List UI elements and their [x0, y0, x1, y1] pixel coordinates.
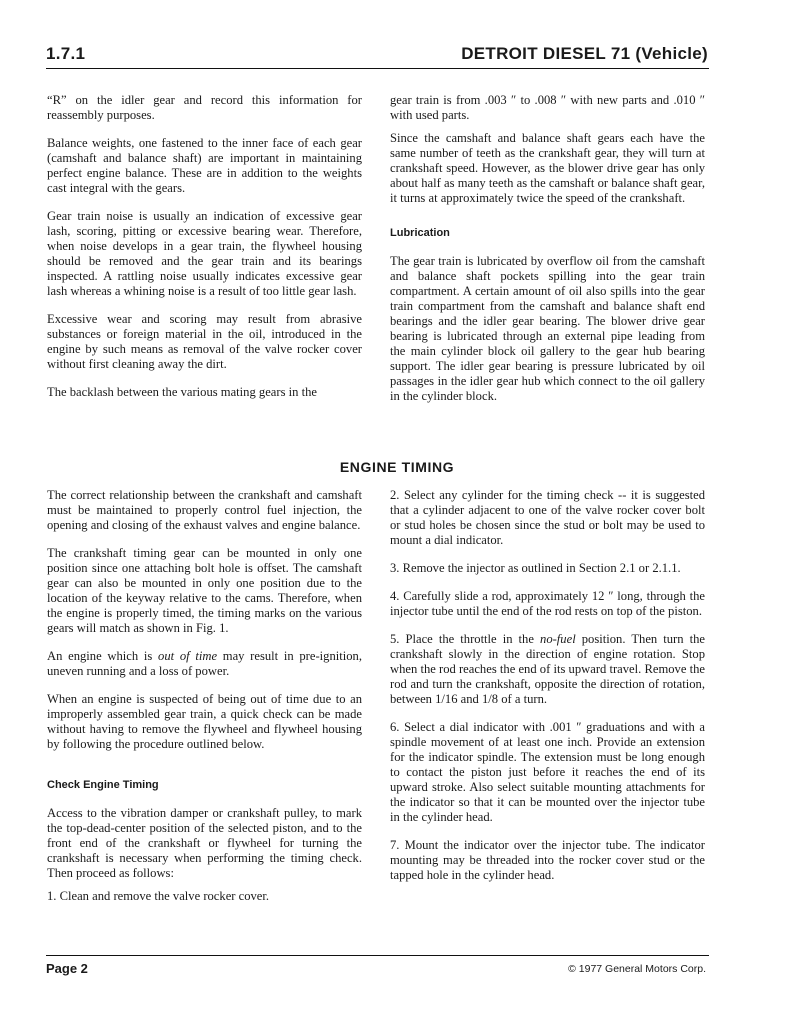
step: 4. Carefully slide a rod, approximately 12 ″ long, through the injector tube until the end of the rod rests on top of the piston.: [390, 589, 705, 618]
section-title: ENGINE TIMING: [339, 459, 455, 475]
check-engine-timing-subheading: Check Engine Timing: [47, 779, 159, 791]
text-run: position. Then turn the crankshaft slowly in the direction of engine rotation. Stop when the rod reaches the end of its upward travel. Remove the rod and turn the crankshaft, opposite the direction of rotation, between 1/16 and 1/8 of a turn.: [390, 632, 705, 706]
paragraph: gear train is from .003 ″ to .008 ″ with new parts and .010 ″ with used parts.: [390, 93, 705, 122]
step: 3. Remove the injector as outlined in Section 2.1 or 2.1.1.: [390, 561, 681, 575]
paragraph: Access to the vibration damper or crankshaft pulley, to mark the top-dead-center position of the selected piston, and to the front end of the crankshaft or flywheel for turning the crankshaft is necessary when performing the timing check. Then proceed as follows:: [47, 806, 362, 880]
bottom-left-column: [47, 488, 362, 917]
copyright: © 1977 General Motors Corp.: [568, 963, 706, 975]
text-run: An engine which is: [47, 649, 159, 663]
paragraph: Balance weights, one fastened to the inner face of each gear (camshaft and balance shaft) are important in maintaining perfect engine balance. These are in addition to the weights cast integral with the gears.: [47, 136, 362, 195]
paragraph: “R” on the idler gear and record this information for reassembly purposes.: [47, 93, 362, 122]
paragraph: Excessive wear and scoring may result from abrasive substances or foreign material in the oil, introduced in the engine by such means as removal of the valve rocker cover without first cleaning away the dirt.: [47, 312, 362, 371]
paragraph: Since the camshaft and balance shaft gears each have the same number of teeth as the crankshaft gear, they will turn at crankshaft speed. However, as the blower drive gear has only about half as many teeth as the camshaft or balance shaft gear, it turns at approximately twice the speed of the crankshaft.: [390, 131, 705, 205]
text-run: may result in pre-ignition, uneven running and a loss of power.: [47, 649, 362, 678]
step: [390, 632, 705, 707]
footer-rule: [46, 955, 709, 956]
italic-term: out of time: [158, 649, 218, 663]
paragraph: Gear train noise is usually an indication of excessive gear lash, scoring, pitting or excessive bearing wear. Therefore, when noise develops in a gear train, the flywheel housing should be removed and the gear train and its bearings inspected. A rattling noise usually indicates excessive gear lash whereas a whining noise is a result of too little gear lash.: [47, 209, 362, 298]
text-run: 5. Place the throttle in the: [390, 632, 541, 646]
italic-term: no-fuel: [540, 632, 576, 646]
paragraph: The gear train is lubricated by overflow oil from the camshaft and balance shaft pockets spilling into the gear train compartment. A certain amount of oil also spills into the gear train compartment from the camshaft and balance shaft end bearings and the idler gear bearing. The blower drive gear bearing is lubricated through an external pipe leading from the main cylinder block oil gallery to the gear hub bearing support. The idler gear bearing is pressure lubricated by oil passages in the idler gear hub which connect to the oil gallery in the cylinder block.: [390, 254, 705, 403]
paragraph: The backlash between the various mating gears in the: [47, 385, 317, 399]
paragraph: 1. Clean and remove the valve rocker cover.: [47, 889, 270, 903]
header-rule: [46, 68, 709, 69]
paragraph: The correct relationship between the crankshaft and camshaft must be maintained to properly control fuel injection, the opening and closing of the exhaust valves and engine balance.: [47, 488, 362, 532]
step: 2. Select any cylinder for the timing check -- it is suggested that a cylinder adjacent to one of the valve rocker cover bolt or stud holes be chosen since the stud or bolt may be used to mount a dial indicator.: [390, 488, 705, 547]
bottom-right-column: [390, 488, 705, 896]
top-left-column: [47, 93, 362, 413]
section-number: 1.7.1: [46, 44, 86, 63]
paragraph: The crankshaft timing gear can be mounted in only one position since one attaching bolt hole is offset. The camshaft gear can also be mounted in only one position due to the location of the keyway relative to the cams. Therefore, when the engine is properly timed, the timing marks on the various gears will match as shown in Fig. 1.: [47, 546, 362, 635]
page-number: Page 2: [46, 961, 88, 976]
lubrication-subheading: Lubrication: [390, 227, 450, 239]
paragraph: When an engine is suspected of being out of time due to an improperly assembled gear train, a quick check can be made without having to remove the flywheel and flywheel housing by following the procedure outlined below.: [47, 692, 362, 751]
step: 6. Select a dial indicator with .001 ″ graduations and with a spindle movement of at least one inch. Provide an extension for the indicator spindle. The extension must be long enough to contact the piston just before it reaches the end of its upward stroke. Also select suitable mounting attachments for the indicator so that it can be mounted over the injector tube in the cylinder head.: [390, 720, 705, 824]
paragraph: [47, 649, 362, 679]
manual-title: DETROIT DIESEL 71 (Vehicle): [461, 44, 708, 63]
top-right-column: [390, 93, 705, 417]
step: 7. Mount the indicator over the injector tube. The indicator mounting may be threaded into the rocker cover stud or the tapped hole in the cylinder head.: [390, 838, 705, 882]
